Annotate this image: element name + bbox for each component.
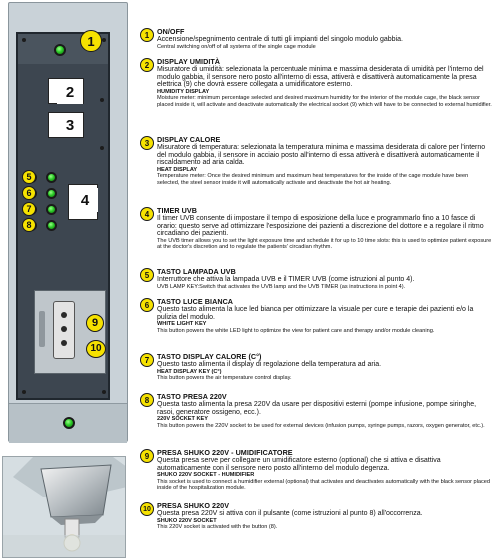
screw (102, 390, 106, 394)
item-title: ON/OFF (157, 27, 185, 36)
item-number-badge: 4 (140, 207, 154, 221)
item-title: DISPLAY UMIDITÀ (157, 57, 221, 66)
socket-hole (61, 312, 67, 318)
callout-badge-5: 5 (22, 170, 36, 184)
indicator-led (46, 188, 57, 199)
item-title: DISPLAY CALORE (157, 135, 221, 144)
indicator-led (46, 220, 57, 231)
item-number-badge: 10 (140, 502, 154, 516)
item-number-badge: 5 (140, 268, 154, 282)
item-subtitle-en: WHITE LIGHT KEY (157, 321, 207, 328)
item-description-it: Misuratore di temperatura: selezionata la temperatura minima e massima desiderata di calore per l'interno del modulo gabbia, il sensore in acciaio posto all'interno di essa attiverà e disattiverà automaticamente il riscaldamento ad aria calda. (157, 144, 486, 167)
item-number-badge: 7 (140, 353, 154, 367)
item-number-badge: 3 (140, 136, 154, 150)
item-title: TIMER UVB (157, 206, 197, 215)
lamp-illustration (3, 457, 126, 558)
callout-badge-7: 7 (22, 202, 36, 216)
item-title: PRESA SHUKO 220V - UMIDIFICATORE (157, 448, 293, 457)
callout-badge-8: 8 (22, 218, 36, 232)
item-description-it: Interruttore che attiva la lampada UVB e il TIMER UVB (come istruzioni al punto 4). (157, 276, 415, 283)
item-description-en: Moisture meter: minimum percentage selected and desired maximum humidity for the interior of the module cage, the black sensor placed inside it, will activate and deactivate automatically the electrical socket (9) which will have to be connected to external humidifier. (157, 95, 492, 108)
on-off-switch[interactable] (54, 44, 66, 56)
callout-badge-3: 3 (57, 113, 83, 137)
callout-badge-2: 2 (57, 80, 83, 104)
item-description-en: This button powers the white LED light to optimize the view for patient care and therapy and/or module cleaning. (157, 327, 435, 334)
item-description-it: Questo tasto alimenta la luce led bianca per ottimizzare la visuale per cure e terapie dei pazienti e/o la pulizia del modulo. (157, 306, 474, 321)
screw (22, 390, 26, 394)
item-description-en: Central switching on/off of all systems of the single cage module (157, 43, 316, 50)
callout-badge-10: 10 (86, 340, 106, 358)
socket-hole (61, 340, 67, 346)
callout-badge-9: 9 (86, 314, 104, 332)
item-number-badge: 9 (140, 449, 154, 463)
item-description-it: Questo tasto alimenta il display di regolazione della temperatura ad aria. (157, 361, 382, 368)
socket-housing (34, 290, 106, 374)
item-description-en: Temperature meter: Once the desired minimum and maximum heat temperatures for the inside of the cage module have been selected, the steel sensor inside it will automatically activate and deactivate the hot air heating. (157, 173, 469, 186)
callout-badge-1: 1 (80, 30, 102, 52)
item-description-it: Misuratore di umidità: selezionata la percentuale minima e massima desiderata di umidità per l'interno del modulo gabbia, il sensore nero posto all'interno di essa, attiverà e disattiverà automaticamente la presa elettrica (9) che dovrà essere collegata a umidificatore esterno. (157, 66, 484, 89)
callout-badge-6: 6 (22, 186, 36, 200)
screw (22, 38, 26, 42)
item-description-it: Questa presa serve per collegare un umidificatore esterno (optional) che si attiva e disattiva automaticamente con il sensore nero posto all'interno del modulo degenza. (157, 457, 441, 472)
item-description-en: This button powers the air temperature control display. (157, 375, 292, 382)
control-panel-illustration (0, 0, 132, 560)
bottom-indicator-led (63, 417, 75, 429)
item-subtitle-en: HEAT DISPLAY (157, 166, 198, 173)
item-description-en: This button powers the 220V socket to be used for external devices (infusion pumps, syringe pumps, razors, oxygen generator, etc.). (157, 422, 485, 429)
item-description-en: UVB LAMP KEY:Switch that activates the UVB lamp and the UVB TIMER (as instructions in point 4). (157, 283, 406, 290)
screw (100, 146, 104, 150)
item-number-badge: 2 (140, 58, 154, 72)
item-description-it: Il timer UVB consente di impostare il tempo di esposizione della luce e programmarlo fino a 10 fasce di orario: questo serve ad ottimizzare l'esposizione dei pazienti a discrezione del dottore e a regolare il ritmo circadiano dei pazienti. (157, 215, 484, 238)
item-title: TASTO LAMPADA UVB (157, 267, 236, 276)
item-description-it: Accensione/spegnimento centrale di tutti gli impianti del singolo modulo gabbia. (157, 36, 403, 43)
item-subtitle-en: HEAT DISPLAY KEY (C°) (157, 368, 222, 375)
uvb-lamp-photo (2, 456, 126, 558)
callout-badge-4: 4 (72, 188, 98, 212)
item-subtitle-en: 220V SOCKET KEY (157, 416, 208, 423)
socket-hinge (39, 311, 45, 347)
indicator-led (46, 172, 57, 183)
socket-hole (61, 326, 67, 332)
screw (100, 98, 104, 102)
item-description-it: Questa presa 220V si attiva con il pulsante (come istruzioni al punto 8) all'occorrenza. (157, 510, 423, 517)
item-number-badge: 1 (140, 28, 154, 42)
item-title: TASTO PRESA 220V (157, 392, 227, 401)
screw (102, 38, 106, 42)
item-subtitle-en: SHUKO 220V SOCKET (157, 517, 217, 524)
item-subtitle-en: HUMIDITY DISPLAY (157, 88, 210, 95)
item-description-en: The UVB timer allows you to set the light exposure time and schedule it for up to 10 time slots: this is used to optimize patient exposure at the doctor's discretion and to regulate the patients' circadian rhythm. (157, 237, 492, 251)
item-number-badge: 8 (140, 393, 154, 407)
item-description-en: This 220V socket is activated with the button (8). (157, 524, 278, 531)
item-title: TASTO DISPLAY CALORE (C°) (157, 352, 262, 361)
item-number-badge: 6 (140, 298, 154, 312)
item-subtitle-en: SHUKO 220V SOCKET - HUMIDIFIER (157, 472, 255, 479)
item-title: PRESA SHUKO 220V (157, 501, 230, 510)
indicator-led (46, 204, 57, 215)
item-title: TASTO LUCE BIANCA (157, 297, 234, 306)
item-description-en: This socket is used to connect a humidifier external (optional) that activates and deactivates automatically with the black sensor placed inside of the hospitalization module. (157, 478, 491, 492)
item-description-it: Questa tasto alimenta la presa 220V da usare per dispositivi esterni (pompe infusione, pompe siringhe, rasoi, generatore ossigeno, ecc.). (157, 401, 477, 416)
shuko-sockets (53, 301, 75, 359)
